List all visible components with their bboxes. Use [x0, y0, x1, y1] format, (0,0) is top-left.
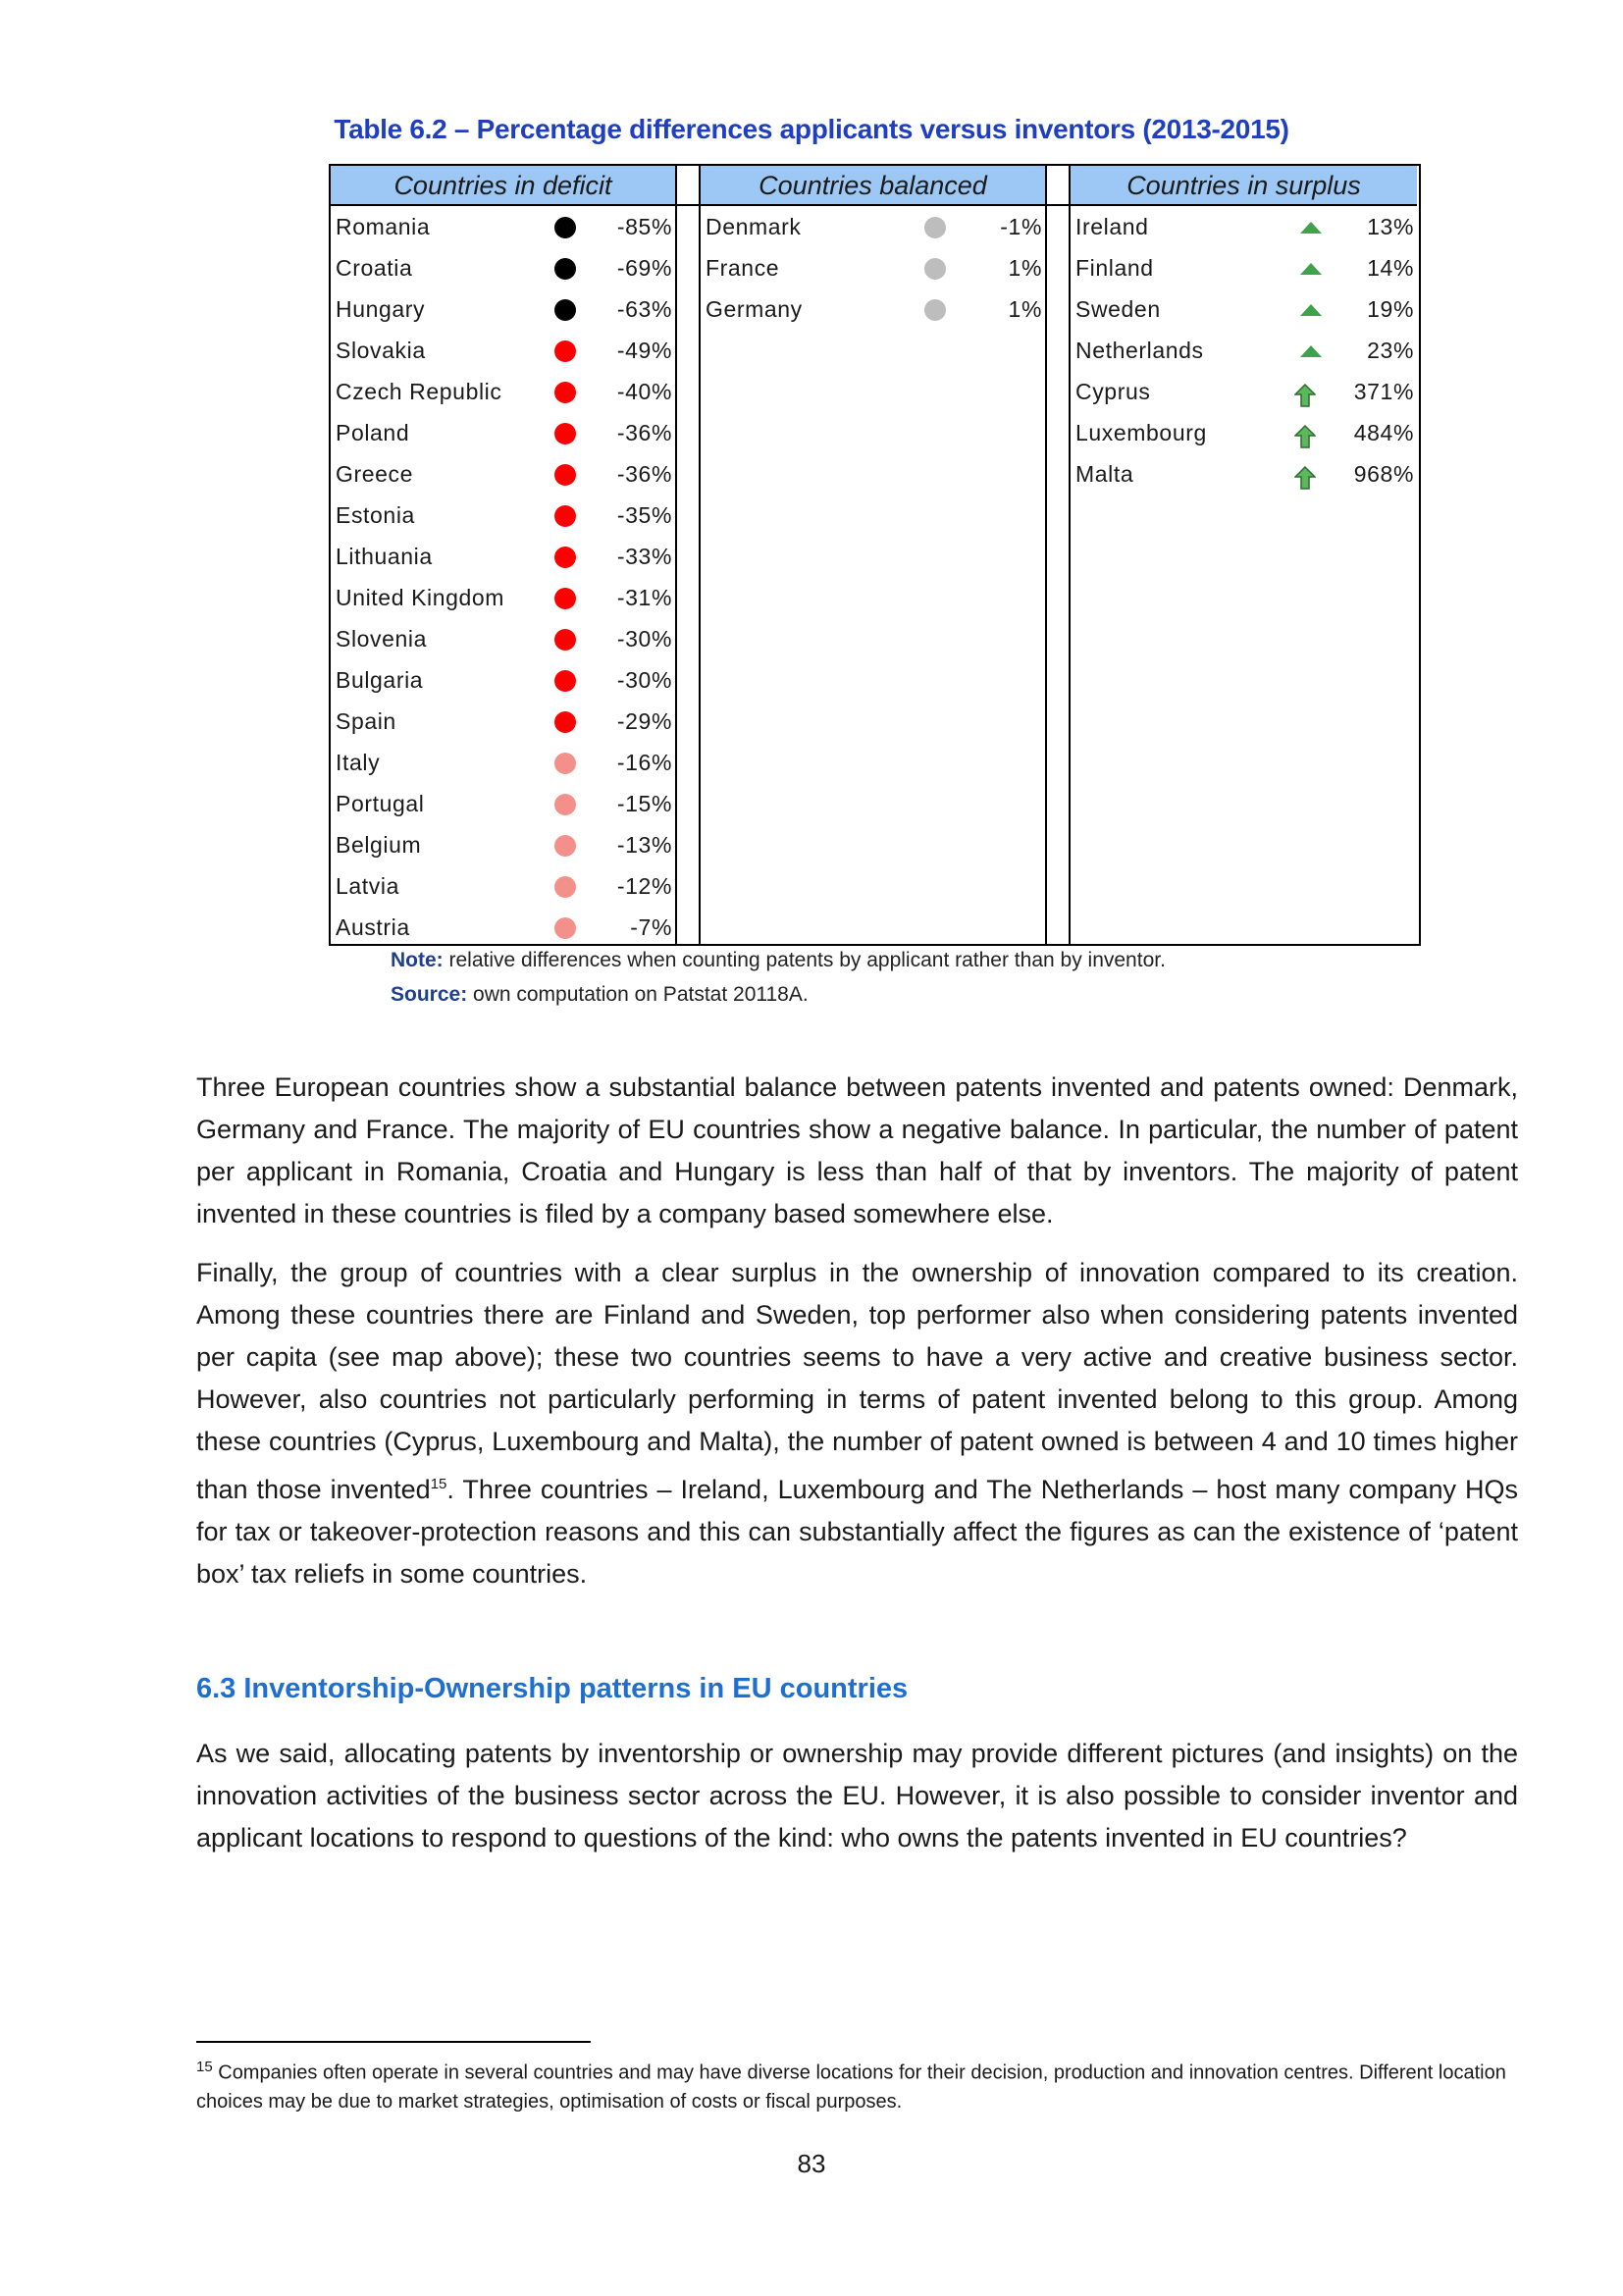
arrow-up-icon: [1294, 379, 1316, 400]
section-heading: 6.3 Inventorship-Ownership patterns in EU countries: [196, 1673, 909, 1704]
country-name: France: [706, 255, 780, 281]
grey-dot-icon: [924, 217, 946, 238]
red-dot-icon: [554, 629, 576, 651]
country-name: Portugal: [336, 791, 425, 816]
red-dot-icon: [554, 382, 576, 403]
table-title: Table 6.2 – Percentage differences applicants versus inventors (2013-2015): [334, 114, 1289, 144]
country-name: Sweden: [1075, 296, 1161, 322]
percent-value: 371%: [1353, 379, 1414, 404]
paragraph-3: As we said, allocating patents by inventorship or ownership may provide different pictures (and insights) on the innovation activities of the business sector across the EU. However, it is also possible to consider inventor and applicant locations to respond to questions of the kind: who owns the patents invented in EU countries?: [196, 1739, 1518, 1852]
table-row: [1071, 412, 1417, 453]
percent-value: -85%: [616, 214, 672, 239]
percent-value: -30%: [616, 667, 672, 693]
header-surplus: Countries in surplus: [1071, 166, 1417, 206]
country-name: Poland: [336, 420, 410, 445]
country-name: Hungary: [336, 296, 426, 322]
page-number: 83: [797, 2149, 826, 2178]
balanced-column: [701, 166, 1047, 944]
table-row: [331, 330, 675, 371]
country-name: Italy: [336, 750, 381, 775]
country-name: Denmark: [706, 214, 802, 239]
footnote-text: Companies often operate in several countries and may have diverse locations for their decision, production and innovation centres. Different location choices may be due to market strategies, optimisation of costs or fiscal purposes.: [196, 2061, 1506, 2113]
footnote: [196, 2053, 1518, 2116]
percent-value: -30%: [616, 626, 672, 652]
table-row: [331, 577, 675, 618]
percentage-differences-table: [329, 164, 1421, 946]
percent-value: -12%: [616, 873, 672, 899]
country-name: Slovakia: [336, 338, 426, 363]
country-name: Estonia: [336, 502, 415, 528]
percent-value: -40%: [616, 379, 672, 404]
country-name: Netherlands: [1075, 338, 1204, 363]
country-name: Austria: [336, 914, 410, 940]
country-name: Spain: [336, 708, 396, 734]
red-dot-icon: [554, 340, 576, 362]
table-row: [1071, 371, 1417, 412]
red-dot-icon: [554, 505, 576, 527]
black-dot-icon: [554, 299, 576, 321]
country-name: Croatia: [336, 255, 413, 281]
triangle-up-icon: [1300, 263, 1322, 275]
pink-dot-icon: [554, 917, 576, 939]
table-row: [331, 618, 675, 659]
triangle-up-icon: [1300, 304, 1322, 316]
pink-dot-icon: [554, 835, 576, 857]
table-row: [331, 288, 675, 330]
footnote-number: 15: [196, 2059, 213, 2075]
paragraph-2-text-cont: . Three countries – Ireland, Luxembourg and The Netherlands – host many company HQs for tax or takeover-protection reasons and this can substantially affect the figures as can the existence of ‘patent box’ tax reliefs in some countries.: [196, 1475, 1518, 1589]
percent-value: 19%: [1367, 296, 1414, 322]
country-name: Latvia: [336, 873, 399, 899]
country-name: Malta: [1075, 461, 1134, 487]
percent-value: 968%: [1353, 461, 1414, 487]
table-note: [391, 949, 1166, 972]
country-name: Belgium: [336, 832, 422, 858]
red-dot-icon: [554, 464, 576, 486]
percent-value: -36%: [616, 420, 672, 445]
table-row: [331, 206, 675, 247]
percent-value: -13%: [616, 832, 672, 858]
percent-value: -69%: [616, 255, 672, 281]
deficit-column: [331, 166, 677, 944]
paragraph-1: Three European countries show a substantial balance between patents invented and patents owned: Denmark, Germany and France. The majority of EU countries show a negative balance. In particular, the number of patent per applicant in Romania, Croatia and Hungary is less than half of that by inventors. The majority of patent invented in these countries is filed by a company based somewhere else.: [196, 1072, 1518, 1228]
percent-value: -35%: [616, 502, 672, 528]
table-row: [331, 907, 675, 948]
country-name: Cyprus: [1075, 379, 1151, 404]
column-spacer: [1047, 166, 1071, 944]
country-name: Finland: [1075, 255, 1154, 281]
red-dot-icon: [554, 547, 576, 568]
percent-value: 13%: [1367, 214, 1414, 239]
pink-dot-icon: [554, 876, 576, 898]
source-text: own computation on Patstat 20118A.: [467, 983, 809, 1006]
country-name: Germany: [706, 296, 803, 322]
percent-value: -63%: [616, 296, 672, 322]
percent-value: -31%: [616, 585, 672, 610]
table-row: [701, 206, 1045, 247]
header-deficit: Countries in deficit: [331, 166, 675, 206]
table-row: [331, 412, 675, 453]
table-row: [1071, 288, 1417, 330]
red-dot-icon: [554, 711, 576, 733]
pink-dot-icon: [554, 753, 576, 774]
note-label: Note:: [391, 949, 444, 971]
country-name: Czech Republic: [336, 379, 502, 404]
table-row: [701, 288, 1045, 330]
table-row: [331, 783, 675, 824]
percent-value: -29%: [616, 708, 672, 734]
country-name: Slovenia: [336, 626, 428, 652]
table-row: [1071, 247, 1417, 288]
table-row: [331, 495, 675, 536]
country-name: Greece: [336, 461, 414, 487]
table-row: [331, 659, 675, 701]
surplus-column: [1071, 166, 1417, 944]
table-row: [331, 371, 675, 412]
table-row: [1071, 330, 1417, 371]
pink-dot-icon: [554, 794, 576, 815]
header-balanced: Countries balanced: [701, 166, 1045, 206]
table-row: [331, 536, 675, 577]
footnote-ref[interactable]: 15: [430, 1476, 447, 1492]
table-row: [331, 701, 675, 742]
table-row: [701, 247, 1045, 288]
red-dot-icon: [554, 670, 576, 692]
percent-value: -15%: [616, 791, 672, 816]
table-row: [331, 453, 675, 495]
arrow-up-icon: [1294, 420, 1316, 442]
table-row: [331, 824, 675, 865]
table-row: [331, 865, 675, 907]
country-name: United Kingdom: [336, 585, 505, 610]
grey-dot-icon: [924, 299, 946, 321]
source-label: Source:: [391, 983, 468, 1006]
table-row: [1071, 453, 1417, 495]
paragraph-2-text: Finally, the group of countries with a clear surplus in the ownership of innovation compared to its creation. Among these countries there are Finland and Sweden, top performer also when considering patents invented per capita (see map above); these two countries seems to have a very active and creative business sector. However, also countries not particularly performing in terms of patent invented belong to this group. Among these countries (Cyprus, Luxembourg and Malta), the number of patent owned is between 4 and 10 times higher than those invented: [196, 1258, 1518, 1504]
red-dot-icon: [554, 588, 576, 609]
percent-value: 484%: [1353, 420, 1414, 445]
table-row: [1071, 206, 1417, 247]
table-source: [391, 983, 809, 1007]
country-name: Romania: [336, 214, 431, 239]
percent-value: -49%: [616, 338, 672, 363]
column-spacer: [677, 166, 701, 944]
black-dot-icon: [554, 258, 576, 280]
note-text: relative differences when counting patents by applicant rather than by inventor.: [443, 949, 1166, 971]
percent-value: -33%: [616, 544, 672, 569]
country-name: Ireland: [1075, 214, 1149, 239]
country-name: Bulgaria: [336, 667, 424, 693]
percent-value: -16%: [616, 750, 672, 775]
triangle-up-icon: [1300, 345, 1322, 357]
percent-value: -36%: [616, 461, 672, 487]
red-dot-icon: [554, 423, 576, 444]
grey-dot-icon: [924, 258, 946, 280]
percent-value: 14%: [1367, 255, 1414, 281]
footnote-divider: [196, 2041, 591, 2043]
paragraph-2: [196, 1252, 1518, 1595]
percent-value: 1%: [1008, 255, 1042, 281]
percent-value: 1%: [1008, 296, 1042, 322]
triangle-up-icon: [1300, 222, 1322, 234]
table-row: [331, 247, 675, 288]
country-name: Lithuania: [336, 544, 433, 569]
percent-value: 23%: [1367, 338, 1414, 363]
percent-value: -1%: [1000, 214, 1042, 239]
arrow-up-icon: [1294, 461, 1316, 483]
country-name: Luxembourg: [1075, 420, 1207, 445]
table-row: [331, 742, 675, 783]
black-dot-icon: [554, 217, 576, 238]
percent-value: -7%: [630, 914, 672, 940]
